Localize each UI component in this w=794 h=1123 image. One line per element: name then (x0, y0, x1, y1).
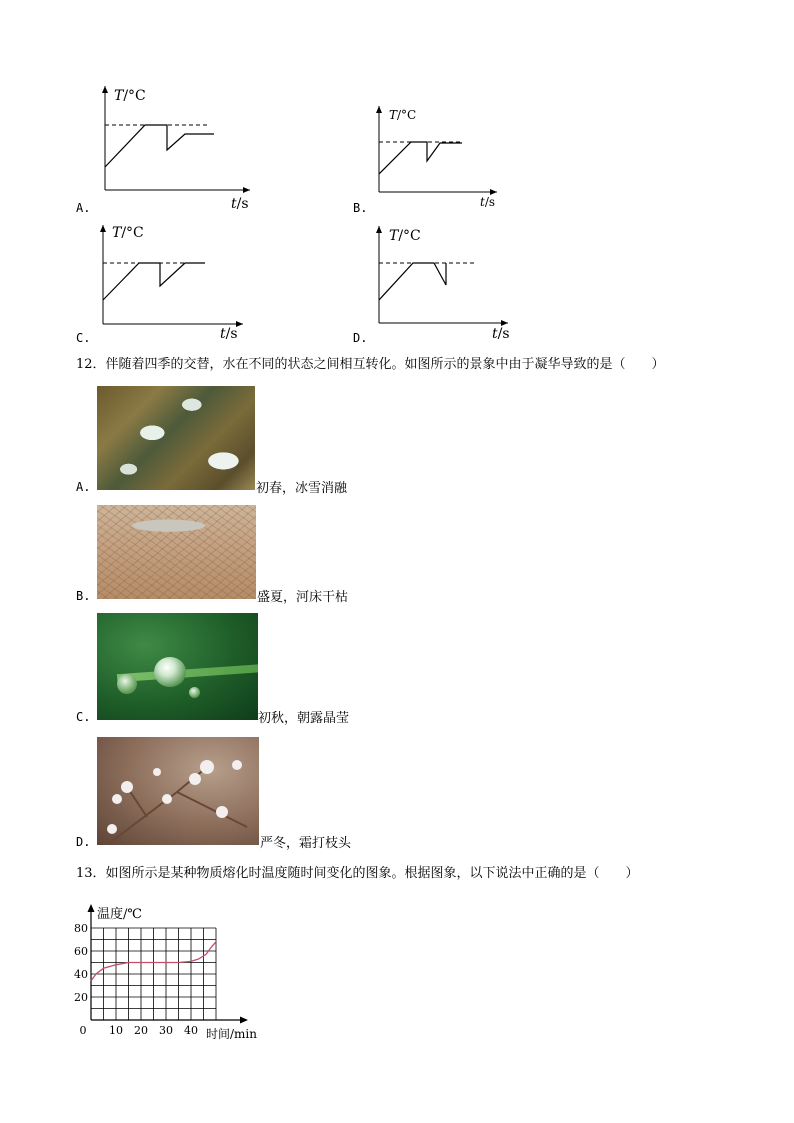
y-tick-label: 80 (74, 922, 88, 935)
x-tick-label: 30 (159, 1024, 173, 1037)
photo-frost-branch (97, 737, 259, 845)
x-tick-label: 20 (134, 1024, 148, 1037)
graph-b (367, 100, 507, 210)
svg-text:T/°C (389, 228, 421, 244)
y-axis-symbol: T (114, 88, 124, 104)
svg-text:t/s (492, 326, 510, 340)
y-tick-label: 60 (74, 945, 88, 958)
photo-morning-dew (97, 613, 258, 720)
graph-a (90, 80, 265, 215)
caption-c: 初秋，朝露晶莹 (258, 711, 350, 726)
photo-dry-riverbed (97, 505, 256, 599)
y-tick-label: 40 (74, 968, 88, 981)
y-axis-unit: /°C (123, 88, 146, 104)
svg-text:T/°C (114, 88, 146, 104)
x-axis-arrow (240, 1017, 248, 1024)
option-letter-a: A. (76, 480, 91, 494)
caption-b: 盛夏，河床干枯 (257, 590, 349, 605)
x-axis-symbol: t (480, 195, 485, 209)
x-axis-unit: /s (497, 326, 510, 340)
y-axis-unit: /°C (397, 108, 417, 122)
x-axis-unit: /s (236, 196, 249, 212)
caption-a: 初春，冰雪消融 (256, 481, 348, 496)
x-tick-label: 0 (79, 1024, 87, 1037)
y-axis-symbol: T (112, 225, 122, 241)
melting-curve-chart (70, 888, 280, 1048)
caption-d: 严冬，霜打枝头 (260, 836, 352, 851)
x-axis-label: 时间/min (206, 1027, 257, 1041)
x-axis-symbol: t (220, 326, 226, 340)
photo-ice-melting (97, 386, 255, 490)
x-axis-symbol: t (231, 196, 237, 212)
x-axis-unit: /s (225, 326, 238, 340)
x-axis-symbol: t (492, 326, 498, 340)
question-13-text: 13．如图所示是某种物质熔化时温度随时间变化的图象。根据图象，以下说法中正确的是（ ） (76, 866, 639, 881)
option-letter-d: D. (353, 331, 368, 345)
option-letter-c: C. (76, 710, 91, 724)
option-letter-c: C. (76, 331, 91, 345)
question-12-text: 12．伴随着四季的交替，水在不同的状态之间相互转化。如图所示的景象中由于凝华导致的是（ ） (76, 357, 665, 372)
x-tick-label: 10 (109, 1024, 123, 1037)
y-axis-unit: /°C (121, 225, 144, 241)
svg-text:t/s (231, 196, 249, 212)
svg-text:T/°C (112, 225, 144, 241)
graph-c (88, 220, 253, 340)
x-tick-label: 40 (184, 1024, 198, 1037)
option-letter-b: B. (76, 589, 91, 603)
y-axis-unit: /°C (398, 228, 421, 244)
svg-text:T/°C (389, 108, 416, 122)
y-tick-label: 20 (74, 991, 88, 1004)
svg-text:t/s (480, 195, 495, 209)
y-axis-label: 温度/℃ (97, 907, 142, 922)
svg-text:t/s (220, 326, 238, 340)
option-letter-a: A. (76, 201, 91, 215)
option-letter-b: B. (353, 201, 368, 215)
x-axis-unit: /s (484, 195, 496, 209)
y-axis-symbol: T (389, 228, 399, 244)
y-axis-symbol: T (389, 108, 398, 122)
y-axis-arrow (88, 904, 95, 912)
graph-d (366, 222, 516, 340)
option-letter-d: D. (76, 835, 91, 849)
